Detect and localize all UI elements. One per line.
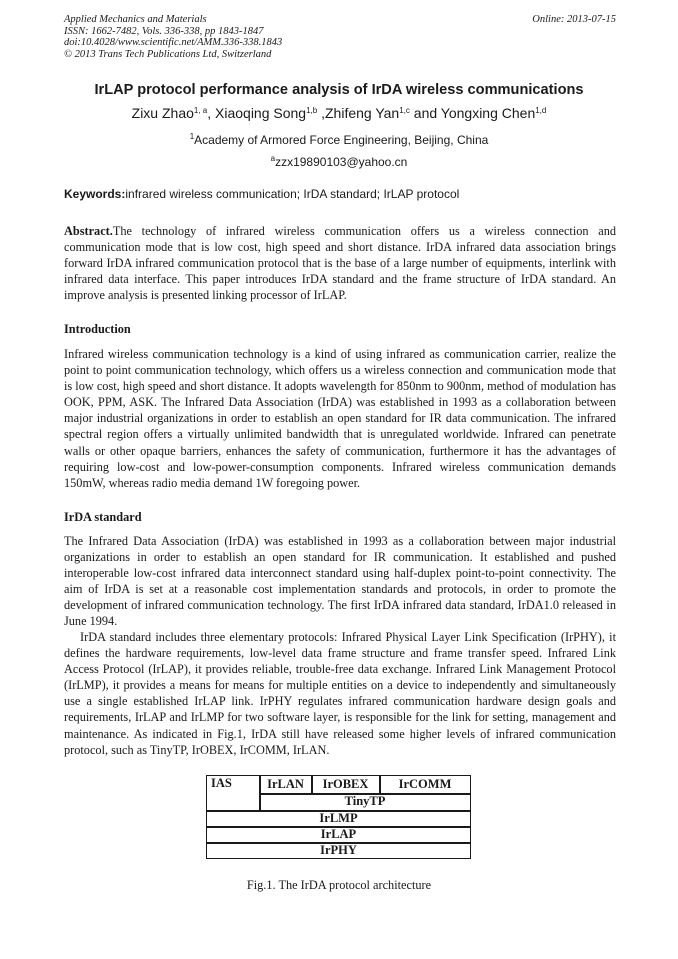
doi-line: doi:10.4028/www.scientific.net/AMM.336-338.1843 [64, 37, 283, 48]
affiliation [0, 133, 678, 147]
irda-paragraph-2: IrDA standard includes three elementary protocols: Infrared Physical Layer Link Specification (IrPHY), it defines the hardware requirements, low-level data frame structure and frame transfer speed. Infrared Link Access Protocol (IrLAP), it provides reliable, trouble-free data exchange. Infrared Link Management Protocol (IrLMP), it provides a means for means for multiple entities on a device to independently and simultaneously use a single established IrLAP link. IrPHY regulates infrared communication hardware design goals and requirements, IrLAP and IrLMP for two software layer, is responsible for the link for setting, management and maintenance. As indicated in Fig.1, IrDA still have released some higher levels of infrared communication protocol, such as TinyTP, IrOBEX, IrCOMM, IrLAN. [64, 630, 616, 757]
journal-name: Applied Mechanics and Materials [64, 14, 207, 25]
irda-standard-heading: IrDA standard [64, 510, 142, 524]
keywords [64, 187, 616, 201]
author-sup: 1,b [306, 106, 318, 115]
keywords-label: Keywords: [64, 187, 126, 201]
layer-tinytp: TinyTP [344, 794, 386, 808]
email-address: zzx19890103@yahoo.cn [275, 155, 408, 169]
layer-irlmp: IrLMP [319, 811, 358, 825]
abstract [64, 223, 616, 303]
online-date: Online: 2013-07-15 [532, 14, 616, 25]
author-sup: 1, a [193, 106, 208, 115]
affiliation-sup: 1 [189, 132, 195, 141]
figure-caption: Fig.1. The IrDA protocol architecture [246, 878, 432, 892]
author-list: Zixu Zhao$^{1, a}$, Xiaoqing Song$^{1,b}$ ,Zhifeng Yan$^{1,c}$ and Yongxing Chen$^{1,d}$ [131, 105, 547, 121]
irda-paragraph-1: The Infrared Data Association (IrDA) was established in 1993 as a collaboration between major industrial organizations in order to establish an open standard for IR communication. It established and pushed interoperable low-cost infrared data interconnect standard using half-duplex point-to-point connectivity. The aim of IrDA is set at a reasonable cost implementation standards and protocols, in order to promote the development of infrared communication technology. The first IrDA infrared data standard, IrDA1.0 released in June 1994. [64, 534, 616, 629]
author-sup: 1,c [399, 106, 410, 115]
keywords-text: infrared wireless communication; IrDA standard; IrLAP protocol [125, 187, 460, 201]
layer-irlan: IrLAN [267, 777, 304, 791]
paper-title: IrLAP protocol performance analysis of IrDA wireless communications [94, 82, 584, 98]
abstract-text: The technology of infrared wireless communication offers us a wireless connection and communication mode that is low cost, high speed and short distance. IrDA infrared data association brings forward IrDA infrared communication protocol that is the base of a large number of equipments, interlink with infrared data interface. This paper introduces IrDA standard and the frame structure of IrDA standard. An improve analysis is presented linking processor of IrLAP. [64, 224, 616, 303]
author-name: Zixu Zhao [131, 105, 194, 121]
email-line [0, 155, 678, 169]
abstract-label: Abstract. [64, 224, 113, 238]
layer-ias: IAS [211, 776, 232, 790]
protocol-architecture-figure [206, 775, 471, 859]
journal-header [64, 14, 616, 60]
email-sup: a [270, 154, 276, 163]
layer-irobex: IrOBEX [322, 777, 369, 791]
author-name: Xiaoqing Song [215, 105, 307, 121]
issn-line: ISSN: 1662-7482, Vols. 336-338, pp 1843-1847 [64, 25, 264, 37]
copyright-line: © 2013 Trans Tech Publications Ltd, Switzerland [64, 48, 272, 60]
layer-ircomm: IrCOMM [398, 777, 452, 791]
introduction-text: Infrared wireless communication technology is a kind of using infrared as communication carrier, realize the point to point communication technology, which offers us a wireless connection and communication mode that is low cost, high speed and short distance. It adopts wavelength for 850nm to 900nm, method of modulation has OOK, PPM, ASK. The Infrared Data Association (IrDA) was established in 1993 as a collaboration between major industrial organizations in order to establish an open standard for IR data communication. The infrared spectral region offers a virtually unlimited bandwidth that is unregulated worldwide. Infrared can penetrate walls or other opaque barriers, enhances the safety of communication, furthermore it has the advantages of requiring low-cost and low-power-consumption components. Infrared wireless communication demands 150mW, whereas radio media demand 1W foregoing power. [64, 347, 616, 490]
author-name: Zhifeng Yan [325, 105, 400, 121]
layer-irphy: IrPHY [320, 843, 357, 857]
layer-irlap: IrLAP [320, 827, 357, 841]
author-sup: 1,d [535, 106, 547, 115]
author-name: Yongxing Chen [440, 105, 536, 121]
affiliation-text: Academy of Armored Force Engineering, Beijing, China [194, 133, 489, 147]
introduction-heading: Introduction [64, 322, 131, 336]
